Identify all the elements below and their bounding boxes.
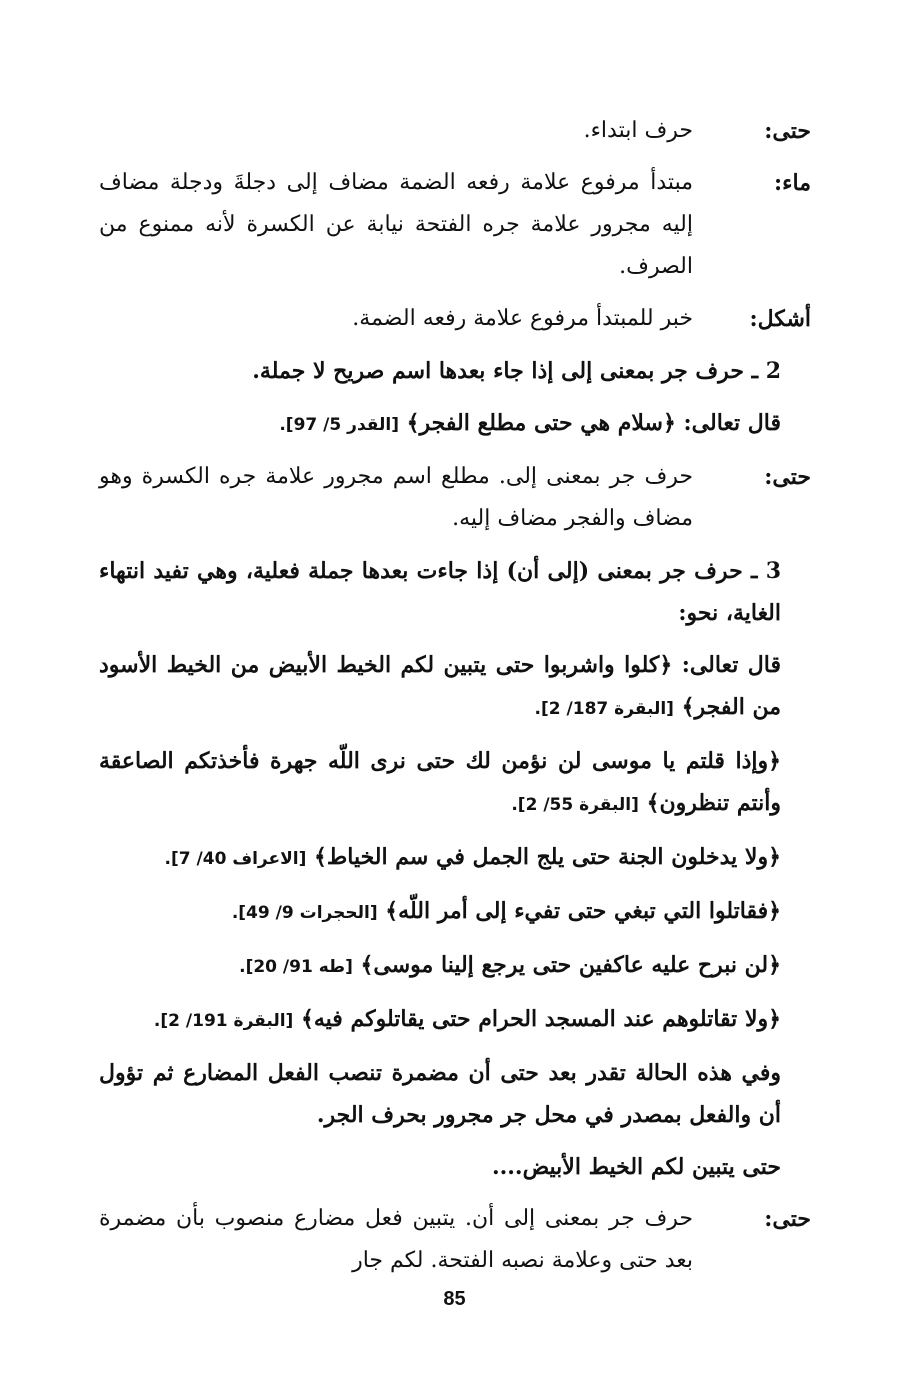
entry-definition: حرف جر بمعنى إلى أن. يتبين فعل مضارع منصوب بأن مضمرة بعد حتى وعلامة نصبه الفتحة. لكم جار <box>99 1206 693 1273</box>
definition-entry <box>99 1198 811 1282</box>
quote-reference: [طه 91/ 20]. <box>239 957 353 977</box>
quote-reference: [القدر 5/ 97]. <box>279 415 399 435</box>
definition-entry <box>99 110 811 152</box>
quote-reference: [البقرة 191/ 2]. <box>153 1011 294 1031</box>
definition-entry <box>99 298 811 340</box>
rule-paragraph: 2 ـ حرف جر بمعنى إلى إذا جاء بعدها اسم صريح لا جملة. <box>252 358 781 384</box>
quote-reference: [البقرة 55/ 2]. <box>511 795 639 815</box>
quote-reference: [الحجرات 9/ 49]. <box>231 903 378 923</box>
quran-quote <box>99 836 811 880</box>
definition-entry <box>99 162 811 288</box>
entry-definition: حرف ابتداء. <box>583 118 693 143</box>
entry-term: ماء: <box>774 170 811 196</box>
entry-term: حتى: <box>764 1206 811 1232</box>
quote-reference: [البقرة 187/ 2]. <box>534 699 674 719</box>
entry-definition: حرف جر بمعنى إلى. مطلع اسم مجرور علامة جره الكسرة وهو مضاف والفجر مضاف إليه. <box>99 464 693 531</box>
quote-text: قال تعالى: ﴿سلام هي حتى مطلع الفجر﴾ <box>406 410 781 436</box>
quran-quote <box>99 644 811 730</box>
definition-entry <box>99 456 811 540</box>
entry-term: حتى: <box>764 464 811 490</box>
rule-paragraph: 3 ـ حرف جر بمعنى (إلى أن) إذا جاءت بعدها جملة فعلية، وهي تفيد انتهاء الغاية، نحو: <box>99 558 781 626</box>
quran-quote <box>99 944 811 988</box>
quran-quote <box>99 740 811 826</box>
page-body <box>99 110 811 1292</box>
quote-text: ﴿ولا يدخلون الجنة حتى يلج الجمل في سم الخياط﴾ <box>314 844 781 870</box>
quran-quote <box>99 890 811 934</box>
entry-term: أشكل: <box>749 306 811 332</box>
page-number: 85 <box>443 1288 466 1310</box>
quote-text: ﴿فقاتلوا التي تبغي حتى تفيء إلى أمر اللّه﴾ <box>385 898 781 924</box>
example-line: حتى يتبين لكم الخيط الأبيض.... <box>491 1154 781 1180</box>
quran-quote <box>99 402 811 446</box>
quote-reference: [الاعراف 40/ 7]. <box>164 849 307 869</box>
rule-paragraph: وفي هذه الحالة تقدر بعد حتى أن مضمرة تنصب الفعل المضارع ثم تؤول أن والفعل بمصدر في محل جر مجرور بحرف الجر. <box>99 1060 781 1128</box>
quote-text: ﴿وإذا قلتم يا موسى لن نؤمن لك حتى نرى اللّه جهرة فأخذتكم الصاعقة وأنتم تنظرون﴾ <box>99 748 781 816</box>
entry-definition: مبتدأ مرفوع علامة رفعه الضمة مضاف إلى دجلةَ ودجلة مضاف إليه مجرور علامة جره الفتحة نيابة عن الكسرة لأنه ممنوع من الصرف. <box>99 170 693 279</box>
quran-quote <box>99 998 811 1042</box>
quote-text: ﴿لن نبرح عليه عاكفين حتى يرجع إلينا موسى﴾ <box>360 952 781 978</box>
quote-text: قال تعالى: ﴿كلوا واشربوا حتى يتبين لكم الخيط الأبيض من الخيط الأسود من الفجر﴾ <box>99 652 781 720</box>
entry-term: حتى: <box>764 118 811 144</box>
entry-definition: خبر للمبتدأ مرفوع علامة رفعه الضمة. <box>352 306 693 331</box>
quote-text: ﴿ولا تقاتلوهم عند المسجد الحرام حتى يقاتلوكم فيه﴾ <box>300 1006 781 1032</box>
